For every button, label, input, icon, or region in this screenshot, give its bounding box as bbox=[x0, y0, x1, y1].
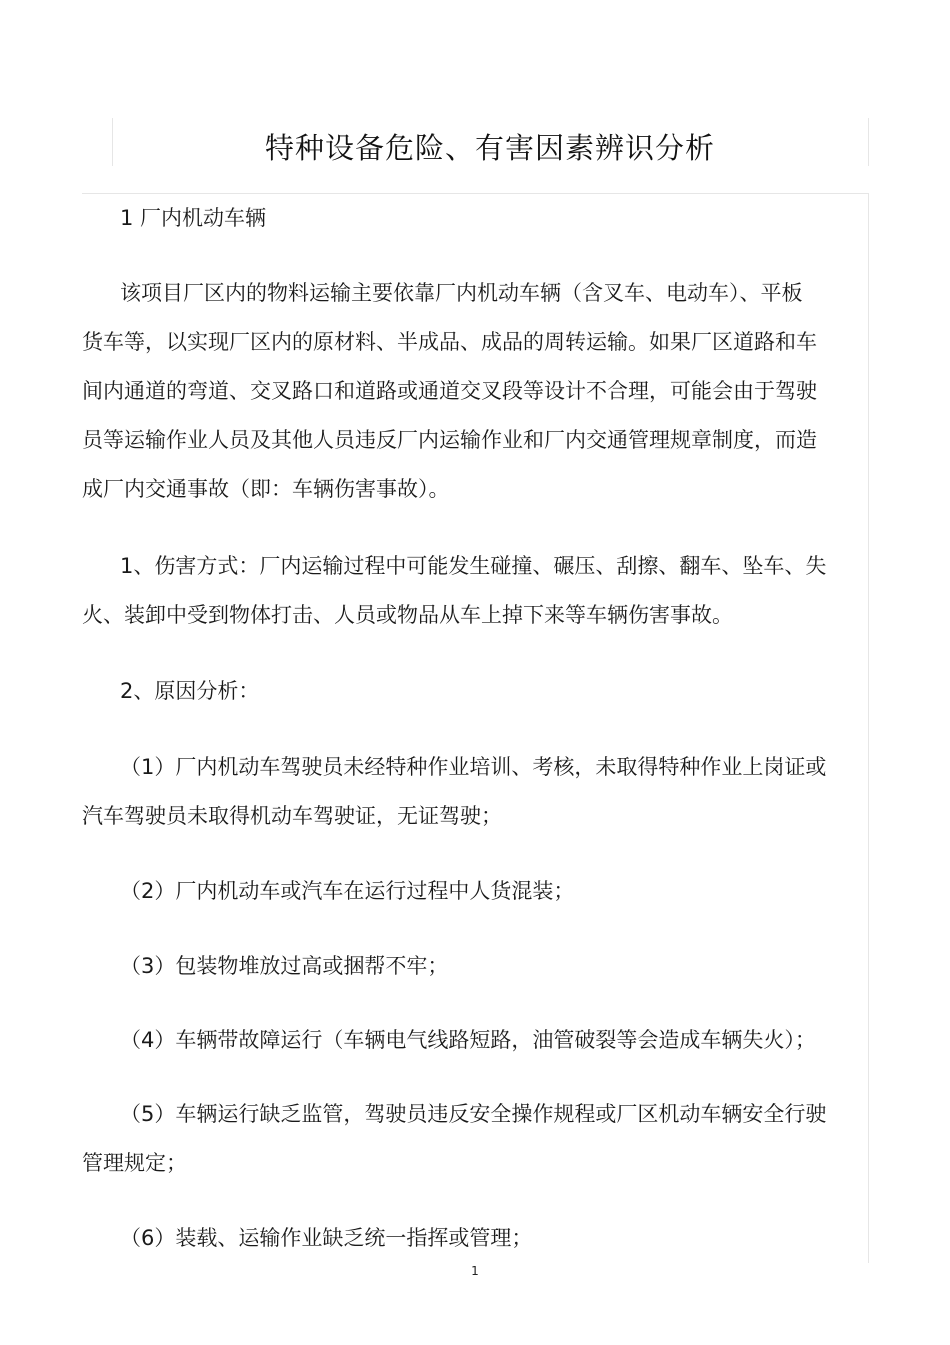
cause-1-line-2: 汽车驾驶员未取得机动车驾驶证，无证驾驶； bbox=[82, 804, 502, 828]
injury-line-2: 火、装卸中受到物体打击、人员或物品从车上掉下来等车辆伤害事故。 bbox=[82, 603, 733, 627]
cause-5-line-2: 管理规定； bbox=[82, 1151, 187, 1175]
cause-3: （3）包装物堆放过高或捆帮不牢； bbox=[120, 954, 449, 978]
intro-line-2: 货车等，以实现厂区内的原材料、半成品、成品的周转运输。如果厂区道路和车 bbox=[82, 330, 817, 354]
cause-2: （2）厂内机动车或汽车在运行过程中人货混装； bbox=[120, 879, 575, 903]
injury-line-1: 1、伤害方式：厂内运输过程中可能发生碰撞、碾压、刮擦、翻车、坠车、失 bbox=[120, 554, 827, 578]
cause-4: （4）车辆带故障运行（车辆电气线路短路，油管破裂等会造成车辆失火）； bbox=[120, 1028, 816, 1052]
cause-5-line-1: （5）车辆运行缺乏监管，驾驶员违反安全操作规程或厂区机动车辆安全行驶 bbox=[120, 1102, 827, 1126]
cause-6: （6）装载、运输作业缺乏统一指挥或管理； bbox=[120, 1226, 533, 1250]
intro-line-1: 该项目厂区内的物料运输主要依靠厂内机动车辆（含叉车、电动车）、平板 bbox=[120, 281, 803, 305]
page-number: 1 bbox=[471, 1264, 479, 1278]
frame-line-top-right bbox=[868, 118, 869, 166]
frame-line-right-vertical bbox=[868, 193, 869, 1263]
cause-heading: 2、原因分析： bbox=[120, 679, 260, 703]
cause-1-line-1: （1）厂内机动车驾驶员未经特种作业培训、考核，未取得特种作业上岗证或 bbox=[120, 755, 827, 779]
document-title: 特种设备危险、有害因素辨识分析 bbox=[264, 131, 715, 165]
intro-line-4: 员等运输作业人员及其他人员违反厂内运输作业和厂内交通管理规章制度，而造 bbox=[82, 428, 817, 452]
section-heading: 1 厂内机动车辆 bbox=[120, 206, 267, 230]
intro-line-5: 成厂内交通事故（即：车辆伤害事故）。 bbox=[82, 477, 450, 501]
intro-line-3: 间内通道的弯道、交叉路口和道路或通道交叉段等设计不合理，可能会由于驾驶 bbox=[82, 379, 817, 403]
